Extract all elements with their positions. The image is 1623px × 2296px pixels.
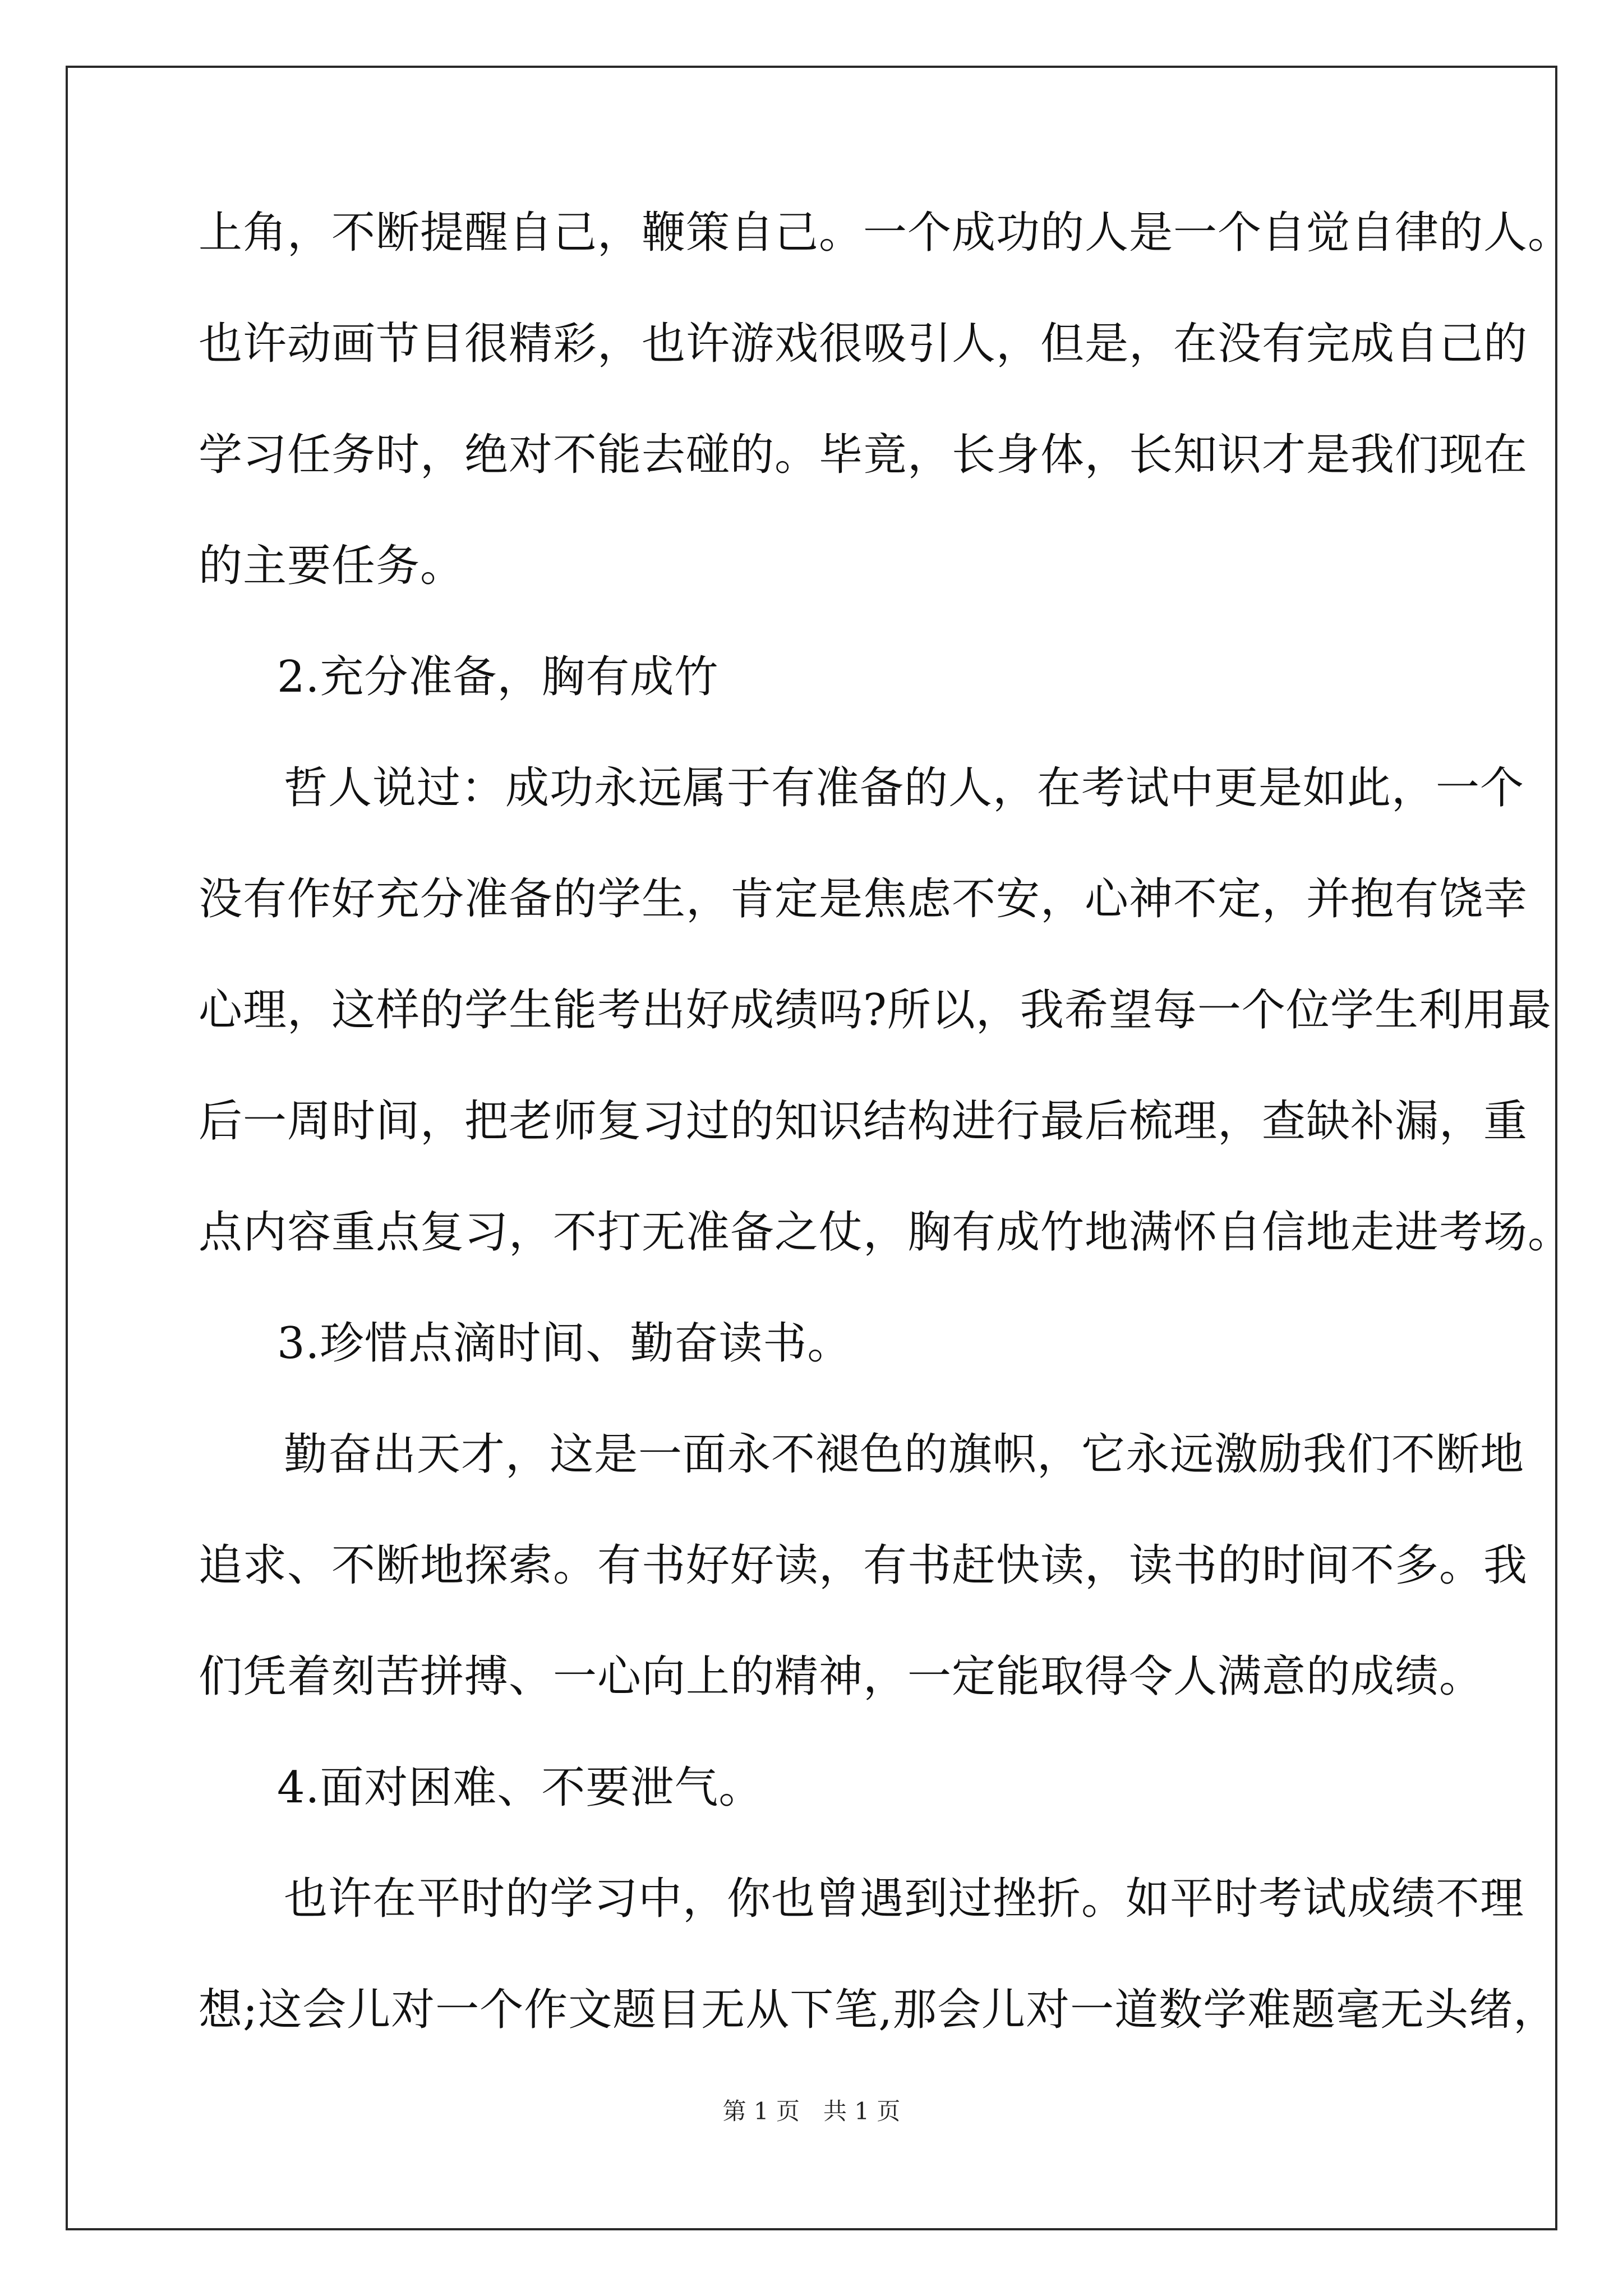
text-line: 点内容重点复习，不打无准备之仗，胸有成竹地满怀自信地走进考场。 <box>199 1207 1573 1258</box>
text-line: 心理，这样的学生能考出好成绩吗?所以，我希望每一个位学生利用最 <box>199 985 1552 1036</box>
text-line: 学习任务时，绝对不能去碰的。毕竟，长身体，长知识才是我们现在 <box>199 430 1528 480</box>
text-line: 们凭着刻苦拼搏、一心向上的精神，一定能取得令人满意的成绩。 <box>199 1651 1484 1702</box>
text-line: 上角，不断提醒自己，鞭策自己。一个成功的人是一个自觉自律的人。 <box>199 208 1573 258</box>
paragraph-first-line: 也许在平时的学习中，你也曾遇到过挫折。如平时考试成绩不理 <box>284 1874 1525 1924</box>
section-heading: 3.珍惜点滴时间、勤奋读书。 <box>277 1318 852 1369</box>
section-heading: 2.充分准备，胸有成竹 <box>277 652 719 702</box>
text-line: 也许动画节目很精彩，也许游戏很吸引人，但是，在没有完成自己的 <box>199 319 1528 369</box>
paragraph-first-line: 哲人说过：成功永远属于有准备的人，在考试中更是如此，一个 <box>284 763 1525 813</box>
section-heading: 4.面对困难、不要泄气。 <box>277 1763 763 1813</box>
text-line: 的主要任务。 <box>199 541 465 591</box>
text-line: 没有作好充分准备的学生，肯定是焦虑不安，心神不定，并抱有饶幸 <box>199 874 1528 924</box>
text-line: 追求、不断地探索。有书好好读，有书赶快读，读书的时间不多。我 <box>199 1540 1528 1591</box>
text-line: 想;这会儿对一个作文题目无从下笔,那会儿对一道数学难题毫无头绪， <box>199 1985 1558 2035</box>
page-footer: 第 1 页 共 1 页 <box>722 2097 901 2125</box>
text-line: 后一周时间，把老师复习过的知识结构进行最后梳理，查缺补漏，重 <box>199 1096 1528 1147</box>
paragraph-first-line: 勤奋出天才，这是一面永不褪色的旗帜，它永远激励我们不断地 <box>284 1429 1525 1480</box>
